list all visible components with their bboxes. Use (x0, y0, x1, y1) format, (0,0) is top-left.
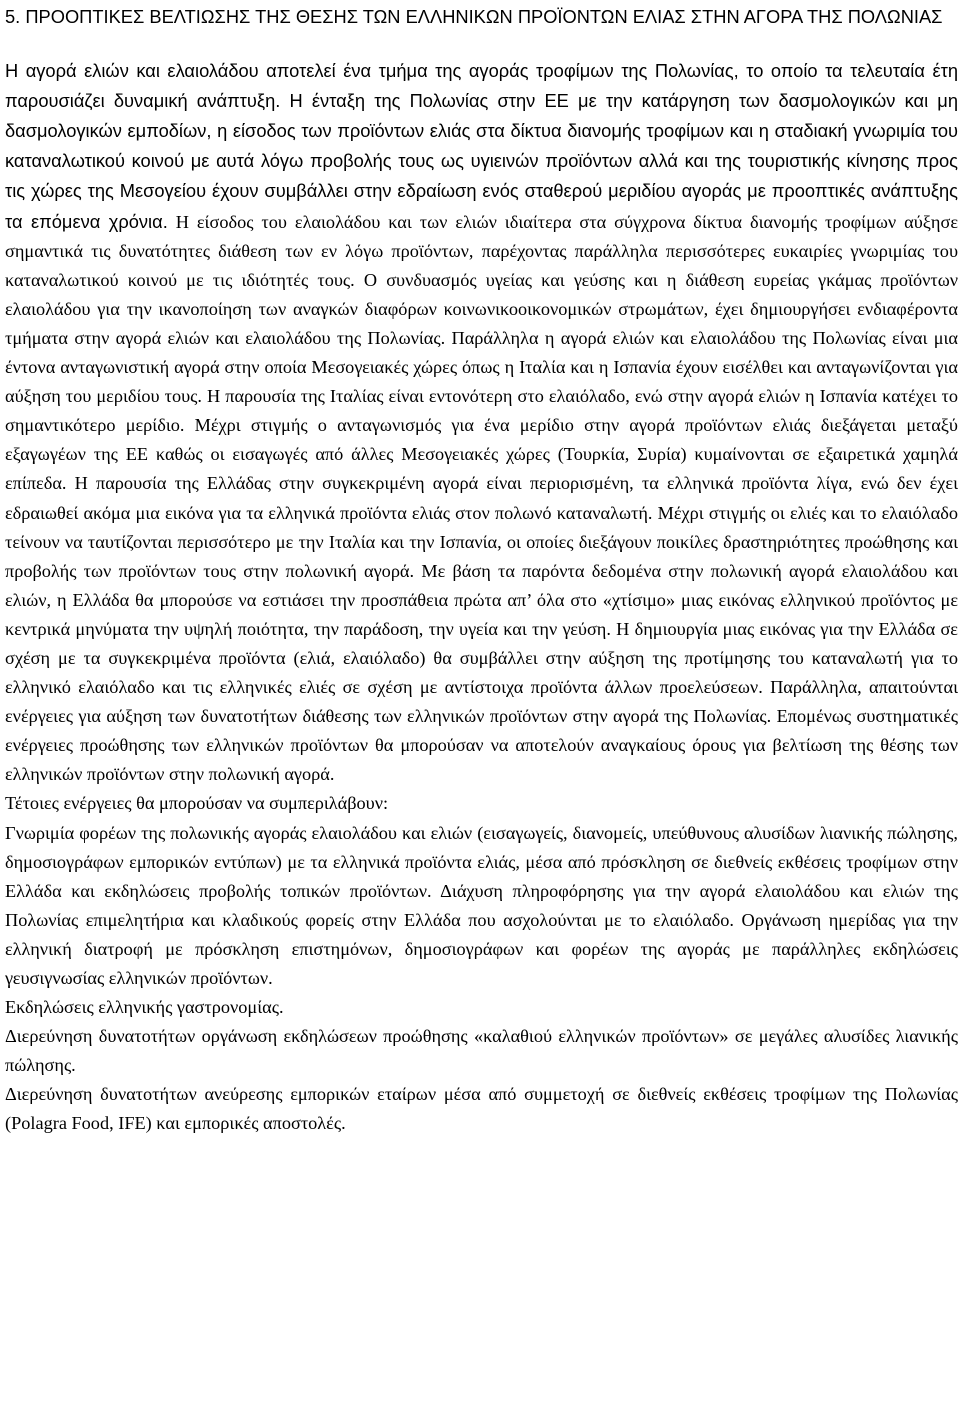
action-item: Γνωριμία φορέων της πολωνικής αγοράς ελαιολάδου και ελιών (εισαγωγείς, διανομείς, υπεύθυνους αλυσίδων λιανικής πώλησης, δημοσιογράφων εμπορικών εντύπων) με τα ελληνικά προϊόντα ελιάς, μέσα από πρόσκληση σε διεθνείς εκθέσεις τροφίμων στην Ελλάδα και εκδηλώσεις προβολής τοπικών προϊόντων. Διάχυση πληροφόρησης για την αγορά ελαιολάδου και ελιών της Πολωνίας επιμελητήρια και κλαδικούς φορείς στην Ελλάδα που ασχολούνται με το ελαιόλαδο. Οργάνωση ημερίδας για την ελληνική διατροφή με πρόσκληση επιστημόνων, δημοσιογράφων και φορέων της αγοράς με παράλληλες εκδηλώσεις γευσιγνωσίας ελληνικών προϊόντων. (5, 822, 958, 988)
actions-intro: Τέτοιες ενέργειες θα μπορούσαν να συμπεριλάβουν: (5, 793, 389, 814)
intro-text: Η αγορά ελιών και ελαιολάδου αποτελεί ένα τμήμα της αγοράς τροφίμων της Πολωνίας, το οποίο τα τελευταία έτη παρουσιάζει δυναμική ανάπτυξη. Η ένταξη της Πολωνίας στην ΕΕ με την κατάργηση των δασμολογικών και μη δασμολογικών εμποδίων, η είσοδος των προϊόντων ελιάς στα δίκτυα διανομής τροφίμων και η σταδιακή γνωριμία του καταναλωτικού κοινού με αυτά λόγω προβολής τους ως υγιεινών προϊόντων αλλά και της τουριστικής κίνησης προς τις χώρες της Μεσογείου έχουν συμβάλλει στην εδραίωση ενός σταθερού μεριδίου αγοράς με προοπτικές ανάπτυξης τα επόμενα χρόνια. (5, 60, 958, 232)
action-item: Διερεύνηση δυνατοτήτων ανεύρεσης εμπορικών εταίρων μέσα από συμμετοχή σε διεθνείς εκθέσεις τροφίμων της Πολωνίας (Polagra Food, IFE) και εμπορικές αποστολές. (5, 1084, 958, 1134)
body-paragraph (5, 56, 958, 789)
action-item: Εκδηλώσεις ελληνικής γαστρονομίας. (5, 997, 284, 1018)
action-item: Διερεύνηση δυνατοτήτων οργάνωση εκδηλώσεων προώθησης «καλαθιού ελληνικών προϊόντων» σε μεγάλες αλυσίδες λιανικής πώλησης. (5, 1026, 958, 1076)
document-page (5, 2, 958, 1139)
main-text: Η είσοδος του ελαιολάδου και των ελιών ιδιαίτερα στα σύγχρονα δίκτυα διανομής τροφίμων αύξησε σημαντικά τις δυνατότητες διάθεση των εν λόγω προϊόντων, παρέχοντας παράλληλα περισσότερες ευκαιρίες γνωριμίας του καταναλωτικού κοινού με τις ιδιότητές τους. Ο συνδυασμός υγείας και γεύσης και η διάθεση ευρείας γκάμας προϊόντων ελαιολάδου για την ικανοποίηση των αναγκών διαφόρων κοινωνικοοικονομικών στρωμάτων, έχει δημιουργήσει ενδιαφέροντα τμήματα στην αγορά ελιών και ελαιολάδου της Πολωνίας. Παράλληλα η αγορά ελιών και ελαιολάδου της Πολωνίας είναι μια έντονα ανταγωνιστική αγορά στην οποία Μεσογειακές χώρες όπως η Ιταλία και η Ισπανία έχουν εισέλθει και ανταγωνίζονται για αύξηση του μεριδίου τους. Η παρουσία της Ιταλίας είναι εντονότερη στο ελαιόλαδο, ενώ στην αγορά ελιών η Ισπανία κατέχει το σημαντικότερο μερίδιο. Μέχρι στιγμής ο ανταγωνισμός για ένα μερίδιο στην αγορά προϊόντων ελιάς διεξάγεται μεταξύ εξαγωγέων της ΕΕ καθώς οι εισαγωγές από άλλες Μεσογειακές χώρες (Τουρκία, Συρία) κυμαίνονται σε εξαιρετικά χαμηλά επίπεδα. Η παρουσία της Ελλάδας στην συγκεκριμένη αγορά είναι περιορισμένη, τα ελληνικά προϊόντα λίγα, ενώ δεν έχει εδραιωθεί ακόμα μια εικόνα για τα ελληνικά προϊόντα ελιάς στον πολωνό καταναλωτή. Μέχρι στιγμής οι ελιές και το ελαιόλαδο τείνουν να ταυτίζονται περισσότερο με την Ιταλία και την Ισπανία, οι οποίες διεξάγουν ποικίλες δραστηριότητες προώθησης και προβολής των προϊόντων τους στην πολωνική αγορά. Με βάση τα παρόντα δεδομένα στην πολωνική αγορά ελαιολάδου και ελιών, η Ελλάδα θα μπορούσε να εστιάσει την προσπάθεια πρώτα απ’ όλα στο «χτίσιμο» μιας εικόνας ελληνικού προϊόντος με κεντρικά μηνύματα την υψηλή ποιότητα, την παράδοση, την υγεία και την γεύση. Η δημιουργία μιας εικόνας για την Ελλάδα σε σχέση με τα συγκεκριμένα προϊόντα (ελιά, ελαιόλαδο) θα συμβάλλει στην αύξηση της προτίμησης του καταναλωτή για το ελληνικό ελαιόλαδο και τις ελληνικές ελιές σε σχέση με αντίστοιχα προϊόντα άλλων προελεύσεων. Παράλληλα, απαιτούνται ενέργειες για αύξηση των δυνατοτήτων διάθεσης των ελληνικών προϊόντων στην αγορά της Πολωνίας. Επομένως συστηματικές ενέργειες προώθησης των ελληνικών προϊόντων θα μπορούσαν να αποτελούν αναγκαίους όρους για βελτίωση της θέσης των ελληνικών προϊόντων στην πολωνική αγορά. (5, 211, 959, 785)
section-heading: 5. ΠΡΟΟΠΤΙΚΕΣ ΒΕΛΤΙΩΣΗΣ ΤΗΣ ΘΕΣΗΣ ΤΩΝ ΕΛΛΗΝΙΚΩΝ ΠΡΟΪΟΝΤΩΝ ΕΛΙΑΣ ΣΤΗΝ ΑΓΟΡΑ ΤΗΣ ΠΟΛΩΝΙΑΣ (5, 6, 943, 27)
